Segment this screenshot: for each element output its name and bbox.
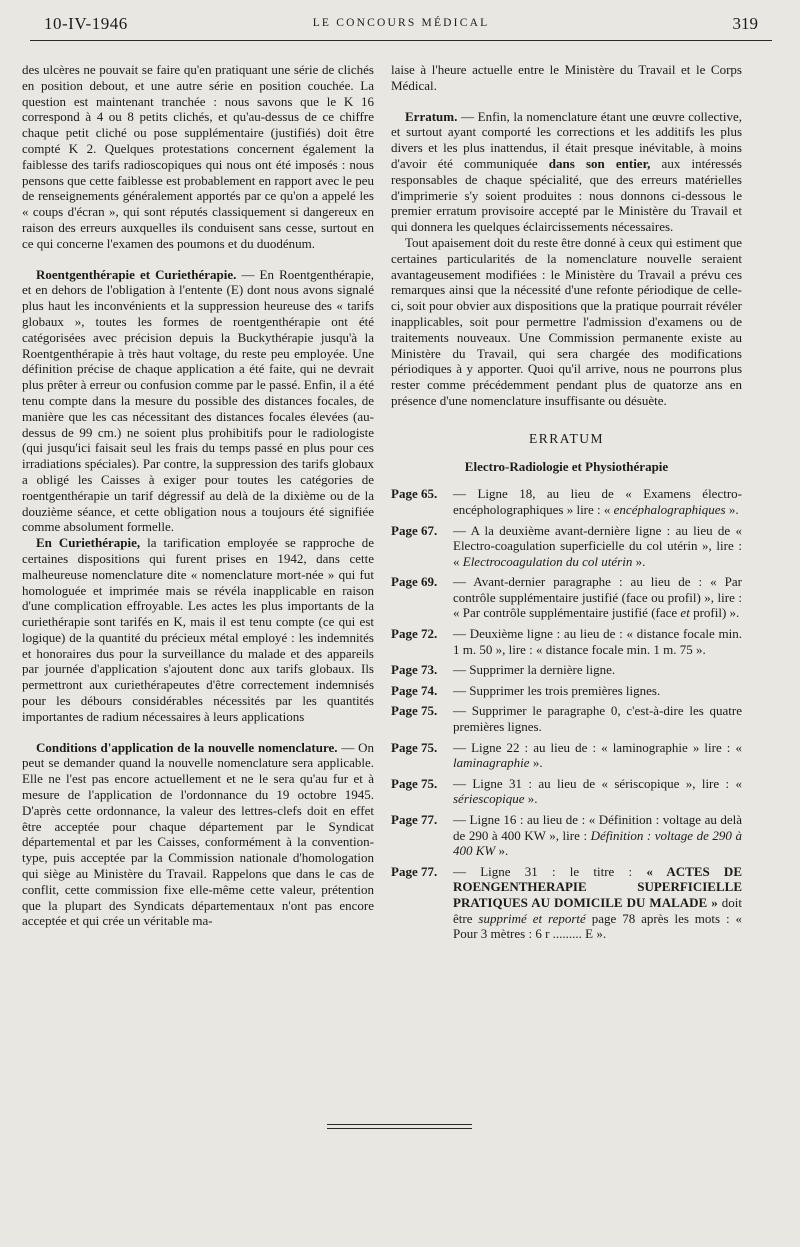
errata-page: Page 74.: [391, 682, 438, 698]
errata-page: Page 77.: [391, 863, 438, 879]
errata-item: [391, 626, 742, 657]
errata-page: Page 73.: [391, 662, 438, 678]
errata-text: — Ligne 18, au lieu de « Examens électro-encépholographiques » lire : « encéphalographiques ».: [453, 486, 742, 517]
errata-item: [391, 486, 742, 517]
paragraph-erratum: Erratum. — Enfin, la nomenclature étant une œuvre collective, et surtout ayant comporté les corrections et les additifs les plus divers et les plus inattendus, il était presque inévitable, à moins d'avoir été communiquée dans son entier, aux intéressés responsables de chaque spécialité, que des erreurs matérielles d'imprimerie s'y soient produites : nous donnons ci-dessous le premier erratum provisoire accepté par le Ministère du Travail et qui donnera les quelques éclaircissements nécessaires.: [391, 108, 742, 235]
errata-text: — Ligne 16 : au lieu de : « Définition : voltage au delà de 290 à 400 KW », lire : Définition : voltage de 290 à 400 KW ».: [453, 812, 742, 859]
errata-text: — Deuxième ligne : au lieu de : « distance focale min. 1 m. 50 », lire : « distance focale min. 1 m. 75 ».: [453, 626, 742, 657]
errata-page: Page 67.: [391, 522, 438, 538]
errata-heading: ERRATUM: [528, 430, 604, 446]
section-heading: Roentgenthérapie et Curiethérapie.: [36, 266, 237, 282]
errata-text: — Ligne 22 : au lieu de : « laminographie » lire : « laminagraphie ».: [453, 739, 742, 771]
errata-page: Page 65.: [391, 486, 438, 502]
journal-title: LE CONCOURS MÉDICAL: [312, 17, 490, 29]
errata-item: [391, 683, 742, 699]
errata-text: — Supprimer le paragraphe 0, c'est-à-dire les quatre premières lignes.: [453, 703, 742, 735]
errata-item: [391, 574, 742, 621]
end-rule: [327, 1124, 472, 1129]
paragraph: Tout apaisement doit du reste être donné à ceux qui estiment que certaines particularités de la nomenclature nouvelle seraient avantageusement modifiées : le Ministère du Travail a prévu ces remarques ainsi que la nécessité d'une refonte périodique de celle-ci, soit pour obvier aux dispositions que la pratique pourrait révéler inapplicables, soit pour permettre l'admission d'examens ou de traitements nouveaux. Une Commission permanente existe au Ministère du Travail, qui sera chargée des modifications périodiques à y apporter. Quoi qu'il arrive, nous ne pourrons plus rester comme précédemment pendant plus de quatorze ans en présence d'une nomenclature insuffisante ou désuète.: [391, 234, 742, 408]
errata-text: — Ligne 31 : au lieu de « sériscopique », lire : « sériescopique ».: [453, 775, 742, 807]
errata-item: [391, 776, 742, 807]
errata-text: — A la deuxième avant-dernière ligne : au lieu de « Electro-coagulation superficielle du col utérin », lire : « Electrocoagulation du col utérin ».: [453, 522, 742, 569]
errata-item: [391, 812, 742, 859]
errata-text: — Supprimer les trois premières lignes.: [453, 682, 661, 698]
errata-item: [391, 864, 742, 942]
errata-item: [391, 703, 742, 734]
section-heading: Erratum.: [405, 108, 458, 124]
paragraph-conditions: Conditions d'application de la nouvelle nomenclature. — On peut se demander quand la nouvelle nomenclature sera applicable. Elle ne l'est pas encore actuellement et ne le sera qu'au fur et à mesure de l'application de l'ordonnance du 19 octobre 1945. D'après cette ordonnance, la valeur des lettres-clefs doit en effet être acceptée pour chaque département par le Syndicat départemental et par les Caisses, conformément à la convention-type, puis acceptée par la Commission nationale d'homologation qui siège au Ministère du Travail. Rappelons que dans le cas de conflit, cette commission fixe elle-même cette valeur, prétention que la plupart des Syndicats départementaux n'ont pas encore acceptée et qui crée un véritable ma-: [22, 739, 375, 929]
errata-page: Page 75.: [391, 775, 438, 791]
errata-subheading: Electro-Radiologie et Physiothérapie: [464, 458, 669, 474]
issue-date: 10-IV-1946: [44, 14, 128, 33]
page-number: 319: [732, 14, 758, 33]
paragraph-curietherapie: En Curiethérapie, la tarification employée se rapproche de certaines dispositions qui furent prises en 1942, dans cette malheureuse nomenclature dite « nomenclature mort-née » qui fut homologuée et imprimée mais se révéla inapplicable en raison d'une complication effroyable. Les actes les plus importants de la curiethérapie sont tarifés en K, mais il est tenu compte (ce qui est logique) de la quantité du précieux métal employé : les indemnités et honoraires dus pour la surveillance du malade et des appareils par journée d'application s'ajoutent donc aux tarifs globaux. Ils permettront aux curiethérapeutes d'être correctement indemnisés pour les débours considérables nécessités par les quantités importantes de radium nécessaires à leurs applications: [22, 535, 375, 724]
errata-page: Page 72.: [391, 626, 438, 642]
paragraph: des ulcères ne pouvait se faire qu'en pratiquant une série de clichés en position debout, et une autre série en position couchée. La question est maintenant tranchée : nous savons que le K 16 correspond à 4 ou 8 petits clichés, et qu'au-dessus de ce chiffre chaque petit cliché ou pose supplémentaire (justifiés) doit être compté K 2. Quelques protestations concernent également la faiblesse des tarifs radioscopiques qui nous ont été imposés : nous pensons que cette faiblesse est probablement en rapport avec le peu de renseignements généralement apportés par ce qu'on a appelé les « coups d'écran », qui sont réputés classiquement si dangereux en raison des erreurs auxquelles ils conduisent sans cesse, surtout en ce qui concerne l'examen des poumons et du duodénum.: [22, 62, 374, 251]
errata-page: Page 77.: [391, 812, 438, 828]
errata-item: [391, 662, 742, 678]
errata-page: Page 75.: [391, 703, 438, 719]
errata-page: Page 69.: [391, 574, 438, 590]
errata-text: — Avant-dernier paragraphe : au lieu de : « Par contrôle supplémentaire justifié (face ou profil) », lire : « Par contrôle supplémentaire justifié (face et profil) ».: [453, 574, 742, 621]
right-column: [391, 62, 742, 947]
left-column: [22, 62, 374, 929]
errata-item: [391, 740, 742, 771]
errata-text: — Ligne 31 : le titre : « ACTES DE ROENGENTHERAPIE SUPERFICIELLE PRATIQUES AU DOMICILE DU MALADE » doit être supprimé et reporté page 78 après les mots : « Pour 3 mètres : 6 r ......... E ».: [453, 863, 743, 942]
paragraph: laise à l'heure actuelle entre le Ministère du Travail et le Corps Médical.: [391, 62, 742, 93]
page-header: [30, 12, 772, 41]
paragraph-roentgentherapie: Roentgenthérapie et Curiethérapie. — En Roentgenthérapie, et en dehors de l'obligation à l'entente (E) dont nous avons signalé plus haut les inconvénients et la suppression heureuse des « tarifs globaux », toutes les formes de roentgenthérapie ont été catégorisées avec précision depuis la Buckythérapie jusqu'à la Roentgenthérapie à très haut voltage, du reste peu employée. Une définition précise de chaque application a été faite, qui ne devrait plus prêter à erreur ou confusion comme par le passé. Enfin, il a été tenu compte dans la mesure du possible des distances focales, de manière que les cas nécessitant des distances focales élevées (au-dessus de 99 cm.) ne soient plus prohibitifs pour le radiologiste (qui jusqu'ici faisait seul les frais du temps passé en plus pour ces irradiations spéciales). Par contre, la suppression des tarifs globaux a obligé les Caisses à exiger pour toutes les catégories de roentgenthérapie un tarif dégressif au delà de la dixième ou de la douzième séance, et cette obligation nous a toujours été signifiée comme absolument formelle.: [22, 266, 374, 535]
errata-item: [391, 523, 742, 570]
errata-list: [391, 486, 742, 858]
errata-page: Page 75.: [391, 739, 438, 755]
section-heading: En Curiethérapie,: [36, 535, 141, 551]
errata-text: — Supprimer la dernière ligne.: [453, 662, 616, 678]
section-heading: Conditions d'application de la nouvelle nomenclature.: [36, 739, 338, 755]
